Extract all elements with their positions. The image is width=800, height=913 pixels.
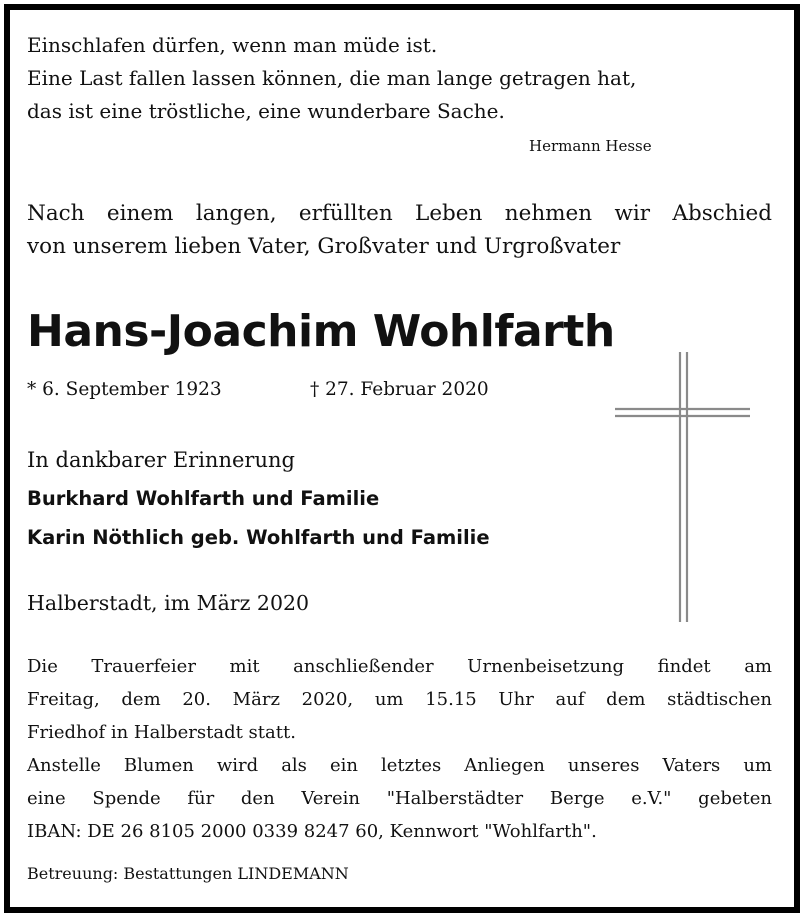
- quote-author: Hermann Hesse: [529, 137, 652, 155]
- ceremony-line-4: Anstelle Blumen wird als ein letztes Anliegen unseres Vaters um: [27, 755, 772, 776]
- intro-line-1: Nach einem langen, erfüllten Leben nehmen wir Abschied: [27, 201, 772, 226]
- ceremony-line-1: Die Trauerfeier mit anschließender Urnenbeisetzung findet am: [27, 656, 772, 677]
- cross-icon: [615, 352, 750, 622]
- ceremony-line-5: eine Spende für den Verein "Halberstädter Berge e.V." gebeten: [27, 788, 772, 809]
- intro-line-2: von unserem lieben Vater, Großvater und Urgroßvater: [27, 234, 621, 259]
- quote-line-3: das ist eine tröstliche, eine wunderbare Sache.: [27, 99, 505, 123]
- death-date: † 27. Februar 2020: [310, 379, 489, 400]
- ceremony-line-6: IBAN: DE 26 8105 2000 0339 8247 60, Kennwort "Wohlfarth".: [27, 821, 597, 842]
- memory-intro: In dankbarer Erinnerung: [27, 448, 295, 472]
- birth-date: * 6. September 1923: [27, 379, 222, 400]
- family-line-2: Karin Nöthlich geb. Wohlfarth und Familie: [27, 526, 490, 549]
- family-line-1: Burkhard Wohlfarth und Familie: [27, 487, 380, 510]
- ceremony-line-2: Freitag, dem 20. März 2020, um 15.15 Uhr auf dem städtischen: [27, 689, 772, 710]
- quote-line-1: Einschlafen dürfen, wenn man müde ist.: [27, 33, 438, 57]
- deceased-name: Hans-Joachim Wohlfarth: [27, 306, 615, 357]
- quote-line-2: Eine Last fallen lassen können, die man lange getragen hat,: [27, 66, 637, 90]
- footer-undertaker: Betreuung: Bestattungen LINDEMANN: [27, 864, 349, 883]
- ceremony-line-3: Friedhof in Halberstadt statt.: [27, 722, 296, 743]
- place-date: Halberstadt, im März 2020: [27, 591, 310, 615]
